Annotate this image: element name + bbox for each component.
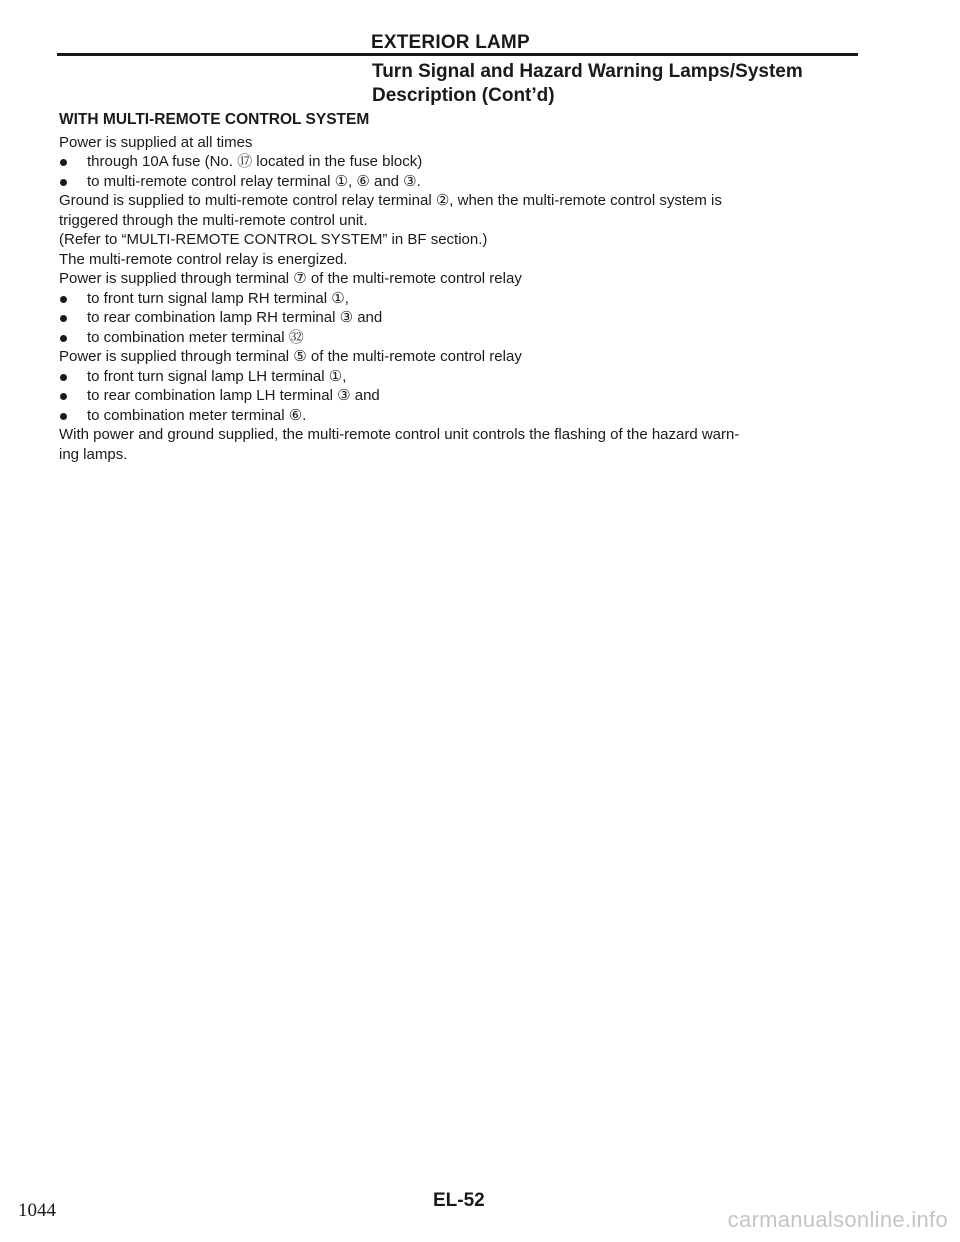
header-rule bbox=[57, 53, 858, 56]
book-page-number: 1044 bbox=[18, 1200, 56, 1221]
bullet-item: to multi-remote control relay terminal ①, ⑥ and ③. bbox=[59, 172, 861, 192]
paragraph-line: With power and ground supplied, the multi-remote control unit controls the flashing of the hazard warn- bbox=[59, 426, 740, 443]
page-subtitle bbox=[372, 60, 803, 108]
subtitle-line-1: Turn Signal and Hazard Warning Lamps/System bbox=[372, 61, 803, 82]
body-heading: WITH MULTI-REMOTE CONTROL SYSTEM bbox=[59, 111, 370, 128]
paragraph-line: ing lamps. bbox=[59, 445, 128, 463]
bullet-item: to combination meter terminal ㉜ bbox=[59, 328, 861, 348]
bullet-item: to rear combination lamp LH terminal ③ and bbox=[59, 386, 861, 406]
paragraph-line: triggered through the multi-remote control unit. bbox=[59, 211, 368, 229]
bullet-item: to rear combination lamp RH terminal ③ and bbox=[59, 308, 861, 328]
watermark: carmanualsonline.info bbox=[727, 1207, 948, 1232]
page-number: EL-52 bbox=[433, 1190, 485, 1211]
paragraph-line: Ground is supplied to multi-remote control relay terminal ②, when the multi-remote control system is bbox=[59, 192, 722, 209]
paragraph-line: (Refer to “MULTI-REMOTE CONTROL SYSTEM” in BF section.) bbox=[59, 231, 488, 248]
bullet-item: to combination meter terminal ⑥. bbox=[59, 406, 861, 426]
section-title: EXTERIOR LAMP bbox=[371, 32, 530, 53]
bullet-item: to front turn signal lamp LH terminal ①, bbox=[59, 367, 861, 387]
bullet-item: through 10A fuse (No. ⑰ located in the fuse block) bbox=[59, 152, 861, 172]
paragraph-line: Power is supplied at all times bbox=[59, 133, 253, 151]
bullet-item: to front turn signal lamp RH terminal ①, bbox=[59, 289, 861, 309]
description-body bbox=[59, 110, 861, 464]
paragraph-line: The multi-remote control relay is energized. bbox=[59, 250, 348, 268]
subtitle-line-2: Description (Cont’d) bbox=[372, 85, 555, 106]
paragraph-line: Power is supplied through terminal ⑤ of the multi-remote control relay bbox=[59, 348, 522, 365]
paragraph-line: Power is supplied through terminal ⑦ of the multi-remote control relay bbox=[59, 270, 522, 287]
